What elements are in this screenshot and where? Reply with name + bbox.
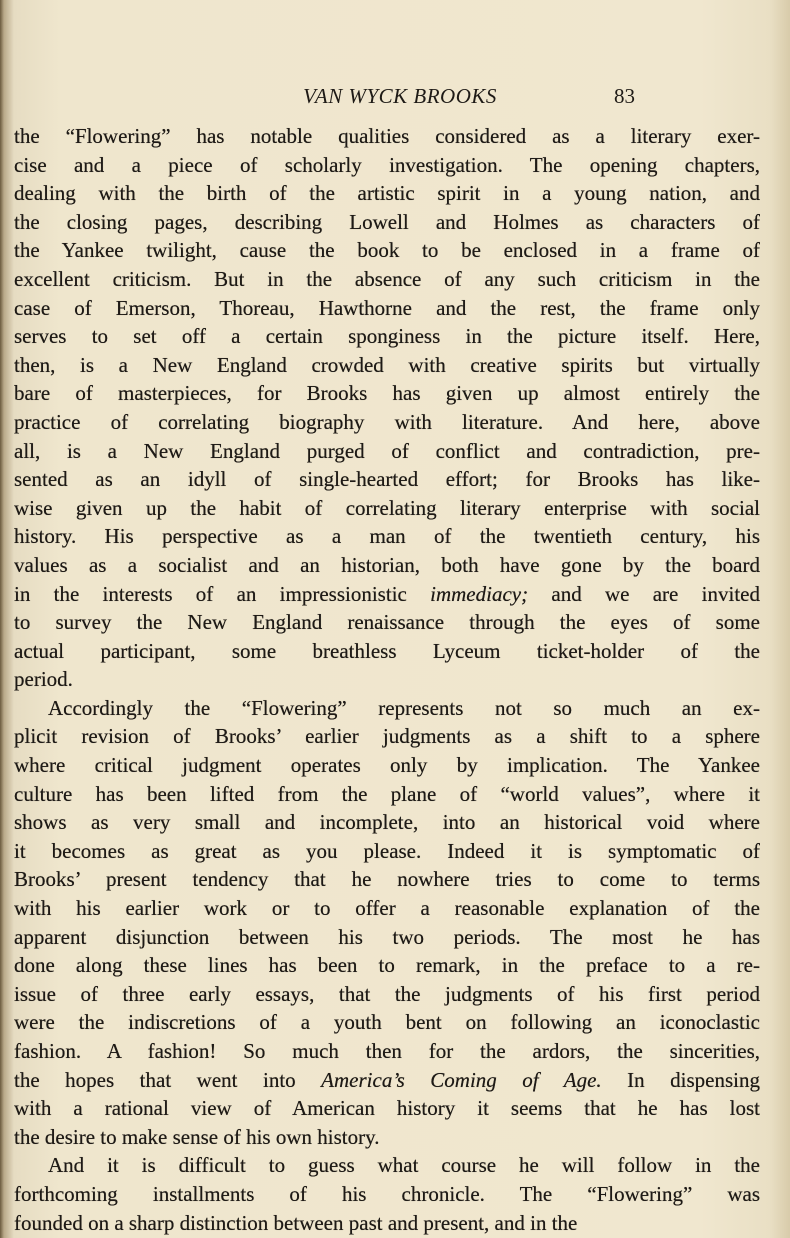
text-line: were the indiscretions of a youth bent on following an iconoclastic	[14, 1010, 760, 1035]
page-header	[0, 84, 790, 118]
text-line: And it is difficult to guess what course he will follow in the	[48, 1153, 760, 1178]
text-line: sented as an idyll of single-hearted effort; for Brooks has like-	[14, 467, 760, 492]
text-line: the Yankee twilight, cause the book to be enclosed in a frame of	[14, 238, 760, 263]
running-head: VAN WYCK BROOKS	[303, 84, 497, 108]
page-number: 83	[614, 84, 635, 108]
text-line: cise and a piece of scholarly investigation. The opening chapters,	[14, 152, 760, 177]
text-line: the desire to make sense of his own history.	[14, 1124, 380, 1149]
text-line: culture has been lifted from the plane of “world values”, where it	[14, 781, 760, 806]
text-line: wise given up the habit of correlating literary enterprise with social	[14, 495, 760, 520]
text-line: it becomes as great as you please. Indeed it is symptomatic of	[14, 838, 760, 863]
body-text	[14, 122, 760, 1237]
text-line: where critical judgment operates only by implication. The Yankee	[14, 753, 760, 778]
text-line: fashion. A fashion! So much then for the ardors, the sincerities,	[14, 1039, 760, 1063]
text-line: bare of masterpieces, for Brooks has given up almost entirely the	[14, 381, 760, 406]
text-line: apparent disjunction between his two periods. The most he has	[14, 924, 760, 949]
text-segment: and we are invited	[528, 581, 760, 606]
text-line: excellent criticism. But in the absence of any such criticism in the	[14, 266, 760, 291]
text-line: done along these lines has been to remark, in the preface to a re-	[14, 953, 760, 978]
text-line: plicit revision of Brooks’ earlier judgments as a shift to a sphere	[14, 724, 760, 749]
text-line: case of Emerson, Thoreau, Hawthorne and the rest, the frame only	[14, 295, 760, 320]
text-line: then, is a New England crowded with creative spirits but virtually	[14, 352, 760, 377]
text-line: history. His perspective as a man of the twentieth century, his	[14, 524, 760, 549]
text-line: issue of three early essays, that the judgments of his first period	[14, 981, 760, 1006]
text-line: serves to set off a certain sponginess in the picture itself. Here,	[14, 324, 760, 349]
text-line: actual participant, some breathless Lyceum ticket-holder of the	[14, 638, 760, 663]
text-line: practice of correlating biography with literature. And here, above	[14, 409, 760, 434]
text-line: period.	[14, 667, 73, 692]
text-segment: the hopes that went into	[14, 1067, 322, 1092]
text-line: with a rational view of American history it seems that he has lost	[14, 1096, 760, 1121]
text-line: values as a socialist and an historian, both have gone by the board	[14, 552, 760, 577]
text-line: with his earlier work or to offer a reasonable explanation of the	[14, 896, 760, 921]
paragraph	[14, 122, 760, 694]
text-line: dealing with the birth of the artistic spirit in a young nation, and	[14, 181, 760, 206]
text-line: the “Flowering” has notable qualities considered as a literary exer-	[14, 124, 760, 148]
text-line: Accordingly the “Flowering” represents not so much an ex-	[48, 695, 760, 720]
text-line	[14, 580, 760, 609]
text-line: to survey the New England renaissance through the eyes of some	[14, 610, 760, 635]
paragraph	[14, 1151, 760, 1237]
text-segment: In dispensing	[601, 1067, 760, 1092]
text-line: forthcoming installments of his chronicle. The “Flowering” was	[14, 1181, 760, 1206]
italic-text: immediacy;	[430, 581, 529, 606]
text-line: all, is a New England purged of conflict and contradiction, pre-	[14, 438, 760, 463]
italic-text: America’s Coming of Age.	[321, 1067, 602, 1092]
text-line	[14, 1066, 760, 1095]
paragraph	[14, 694, 760, 1152]
text-line: the closing pages, describing Lowell and Holmes as characters of	[14, 209, 760, 234]
text-line: founded on a sharp distinction between past and present, and in the	[14, 1210, 578, 1235]
text-segment: in the interests of an impressionistic	[14, 581, 431, 606]
text-line: shows as very small and incomplete, into an historical void where	[14, 810, 760, 835]
text-line: Brooks’ present tendency that he nowhere tries to come to terms	[14, 867, 760, 892]
